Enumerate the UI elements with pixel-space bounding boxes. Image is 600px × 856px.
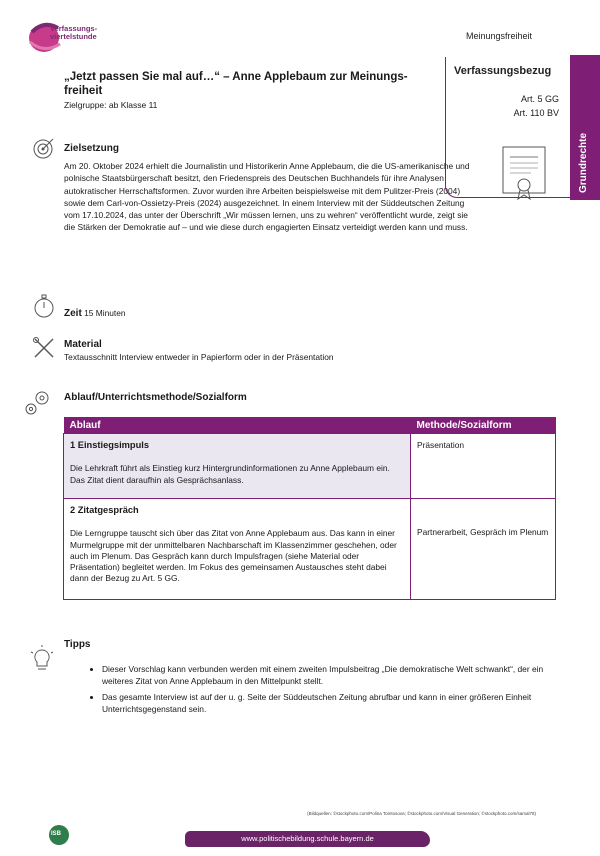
target-icon	[32, 136, 56, 160]
certificate-icon	[501, 145, 547, 201]
zielsetzung-heading: Zielsetzung	[64, 143, 120, 154]
logo-line2: viertelstunde	[50, 32, 97, 41]
tipps-list	[84, 663, 557, 718]
logo	[26, 16, 104, 56]
step-text: Die Lehrkraft führt als Einstieg kurz Hintergrundinformationen zu Anne Applebaum ein. Das Zitat dient daraufhin als Gesprächsanlass.	[70, 463, 390, 485]
ablauf-heading: Ablauf/Unterrichtsmethode/Sozialform	[64, 392, 247, 403]
col-ablauf-header: Ablauf	[64, 417, 411, 434]
tools-icon	[32, 336, 56, 360]
zeit-row	[64, 308, 126, 319]
step-title: 2 Zitatgespräch	[70, 505, 139, 515]
isb-logo	[48, 824, 70, 846]
step-text: Die Lerngruppe tauscht sich über das Zitat von Anne Applebaum aus. Das kann in einer Murmelgruppe mit der unmittelbaren Nachbarschaft im Klassenzimmer geschehen, oder auch im Plenum. Das Gespräch kann durch Impulsfragen (siehe Material oder Präsentation) begleitet werden. Im Fokus des gemeinsamen Austausches steht dabei dann der Bezug zu Art. 5 GG.	[70, 528, 397, 584]
table-row	[64, 499, 556, 600]
image-credits: (Bildquellen: ©stockphoto.com/Polina Tomtosova; ©stockphoto.com/Visual Generation; ©stockphoto.com/samal78)	[307, 811, 536, 816]
zeit-heading: Zeit	[64, 308, 82, 319]
gears-icon	[20, 388, 54, 418]
step-title: 1 Einstiegsimpuls	[70, 440, 150, 450]
col-methode-header: Methode/Sozialform	[411, 417, 556, 434]
target-group: Zielgruppe: ab Klasse 11	[64, 100, 158, 110]
header-topic: Meinungsfreiheit	[465, 31, 532, 41]
step-cell	[64, 434, 411, 499]
material-text: Textausschnitt Interview entweder in Papierform oder in der Präsentation	[64, 352, 334, 362]
verfassungsbezug-title: Verfassungsbezug	[454, 65, 552, 77]
tipps-heading: Tipps	[64, 639, 91, 650]
method-cell: Präsentation	[411, 434, 556, 499]
page-title: „Jetzt passen Sie mal auf…“ – Anne Applebaum zur Meinungsfreiheit	[64, 71, 408, 97]
zeit-value: 15 Minuten	[84, 308, 126, 318]
step-cell	[64, 499, 411, 600]
list-item: • Dieser Vorschlag kann verbunden werden mit einem zweiten Impulsbeitrag „Die demokratische Welt schwankt“, der ein weiteres Zitat von Anne Applebaum in den Mittelpunkt stellt.	[102, 663, 557, 688]
article-gg: Art. 5 GG	[520, 94, 559, 104]
material-heading: Material	[64, 339, 102, 350]
article-bv: Art. 110 BV	[513, 108, 559, 118]
footer-link[interactable]: www.politischebildung.schule.bayern.de	[241, 834, 374, 843]
method-cell: Partnerarbeit, Gespräch im Plenum	[411, 499, 556, 600]
list-item: • Das gesamte Interview ist auf der u. g. Seite der Süddeutschen Zeitung abrufbar und kann in einer größeren Einheit Unterrichtsgegenstand sein.	[102, 691, 557, 716]
isb-label: ISB	[51, 831, 62, 837]
side-tab-label: Grundrechte	[578, 132, 589, 193]
logo-line1: Verfassungs-	[50, 24, 98, 33]
side-tab	[570, 55, 600, 200]
zielsetzung-text: Am 20. Oktober 2024 erhielt die Journalistin und Historikerin Anne Applebaum, die die US-amerikanische und polnische Staatsbürgerschaft besitzt, den Friedenspreis des Deutschen Buchhandels für ihre Analysen autokratischer Herrschaftsformen. Zuvor wurden ihre Arbeiten beispielsweise mit dem Pulitzer-Preis (2004) sowie dem Carl-von-Ossietzy-Preis (2024) ausgezeichnet. In einem Interview mit der Süddeutschen Zeitung vom 17.10.2024, das unter der Überschrift „Wir müssen lernen, uns zu wehren“ veröffentlicht wurde, zeigt sie die Stärken der Demokratie auf – und wie diese durch engagierten Einsatz verteidigt werden kann und muss.	[64, 161, 470, 233]
stopwatch-icon	[32, 293, 56, 319]
lightbulb-icon	[28, 644, 56, 674]
table-row	[64, 434, 556, 499]
ablauf-table	[63, 417, 556, 600]
